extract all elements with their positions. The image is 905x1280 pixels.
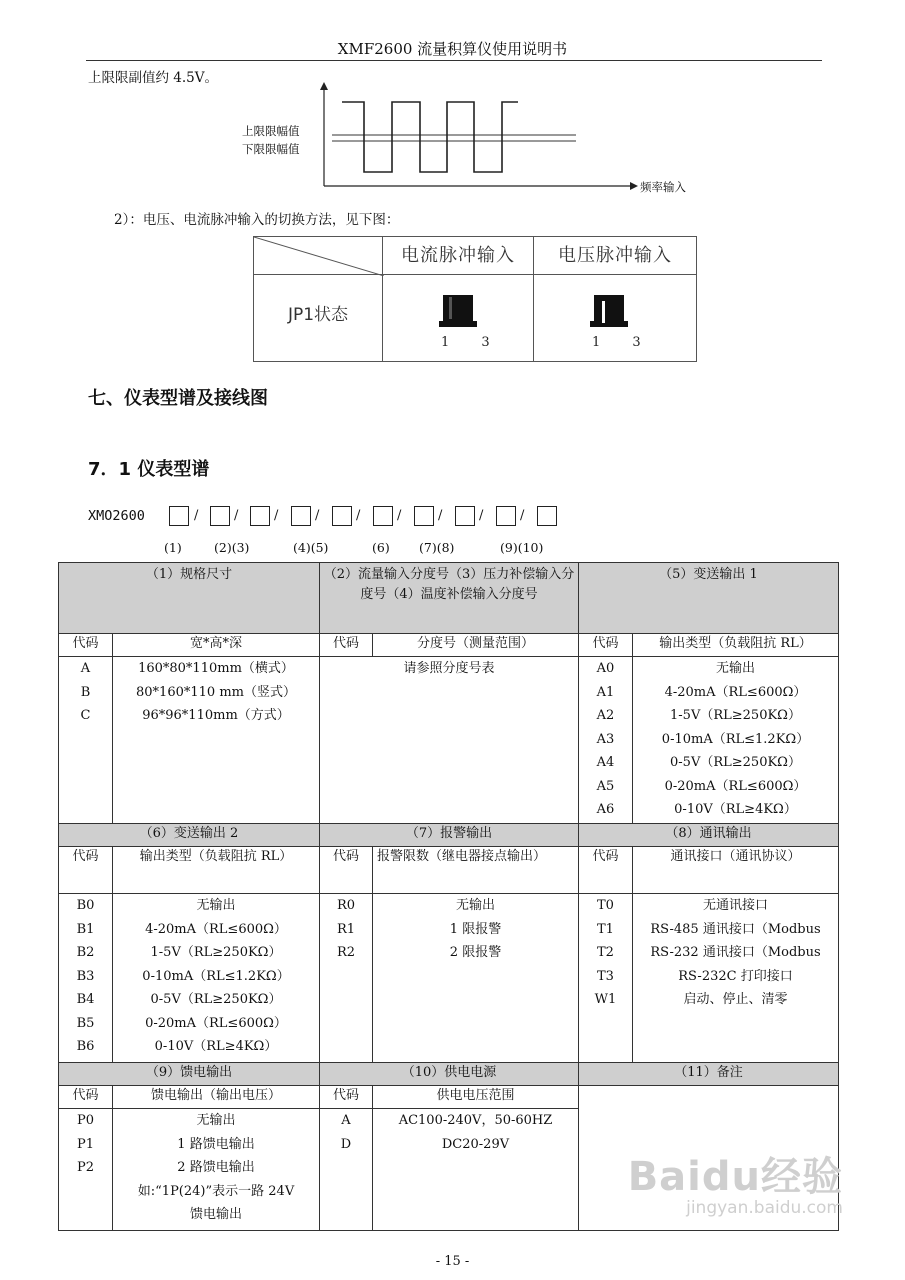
output2-code: B5 [76,1015,95,1031]
code-header: 代码 [319,846,373,894]
size-value: 160*80*110mm（横式） [138,661,294,676]
model-box-1 [169,506,189,526]
section-7-1-heading: 7．1 仪表型谱 [88,459,210,480]
output2-value: 0-5V（RL≥250KΩ） [150,992,282,1007]
size-code: C [80,708,91,723]
output1-code: A3 [596,731,615,747]
frequency-axis-label: 频率输入 [640,180,686,194]
comm-values-cell [632,893,839,1063]
current-pulse-header: 电流脉冲输入 [382,236,534,275]
size-code: B [80,684,91,700]
comm-code: W1 [594,992,617,1007]
voltage-pin-numbers: 1 3 [592,335,655,350]
code-header: 代码 [58,846,113,894]
model-separator: / [194,508,199,523]
code-header: 代码 [578,846,633,894]
output2-code: B6 [76,1039,95,1054]
feed-codes-cell [58,1108,113,1231]
code-header: 代码 [319,633,373,657]
output2-code: B2 [76,945,95,960]
spec-remark-title: （11）备注 [578,1062,839,1086]
intro-text: 上限限副值约 4.5V。 [88,70,219,86]
output1-col-header: 输出类型（负载阻抗 RL） [632,633,839,657]
comm-code: T3 [597,968,614,984]
output1-value: 0-10mA（RL≤1.2KΩ） [661,731,810,747]
page-number: - 15 - [435,1254,470,1269]
upper-limit-label: 上限限幅值 [242,124,300,138]
model-box-6 [373,506,393,526]
output1-value: 4-20mA（RL≤600Ω） [664,684,807,700]
model-box-2 [210,506,230,526]
output1-value: 0-20mA（RL≤600Ω） [664,778,807,794]
output1-value: 无输出 [715,661,755,676]
alarm-code: R2 [336,945,356,960]
voltage-pulse-header: 电压脉冲输入 [533,236,697,275]
range-col-header: 分度号（测量范围） [372,633,579,657]
output1-code: A2 [596,708,615,723]
model-num-7-8: (7)(8) [419,540,455,555]
output2-value: 0-10V（RL≥4KΩ） [154,1039,278,1054]
alarm-value: 无输出 [455,898,495,913]
spec-input-title: （2）流量输入分度号（3）压力补偿输入分度号（4）温度补偿输入分度号 [319,562,579,634]
output1-code: A1 [596,684,615,700]
feed-code: P2 [76,1160,95,1175]
size-value: 80*160*110 mm（竖式） [136,684,296,700]
power-code: D [340,1136,352,1152]
spec-transmit2-title: （6）变送输出 2 [58,823,320,847]
output2-value: 0-20mA（RL≤600Ω） [145,1015,287,1031]
output1-value: 0-5V（RL≥250KΩ） [670,755,801,770]
spec-feed-title: （9）馈电输出 [58,1062,320,1086]
spec-transmit1-title: （5）变送输出 1 [578,562,839,634]
feed-value: 2 路馈电输出 [177,1160,255,1175]
comm-col-header: 通讯接口（通讯协议） [632,846,839,894]
lower-limit-label: 下限限幅值 [242,142,300,156]
output2-code: B3 [76,968,95,984]
size-value: 96*96*110mm（方式） [142,708,290,723]
comm-value: RS-232C 打印接口 [678,968,793,984]
comm-value: RS-485 通讯接口（Modbus [650,921,821,937]
model-box-7 [414,506,434,526]
feed-col-header: 馈电输出（输出电压） [112,1085,320,1109]
size-code: A [80,661,91,676]
output1-values-cell [632,656,839,824]
comm-code: T2 [597,945,614,960]
baidu-watermark [628,1145,843,1218]
model-box-9 [496,506,516,526]
output2-codes-cell [58,893,113,1063]
alarm-col-header: 报警限数（继电器接点输出） [372,846,579,894]
range-note: 请参照分度号表 [403,661,495,676]
spec-size-title: （1）规格尺寸 [58,562,320,634]
header-divider [86,60,822,61]
model-prefix: XMO2600 [88,508,145,524]
output2-code: B0 [76,898,95,913]
switch-method-text: 2）：电压、电流脉冲输入的切换方法，见下图： [114,212,400,228]
power-value: AC100-240V，50-60HZ [398,1113,553,1128]
model-separator: / [520,508,525,523]
jp1-status-label: JP1状态 [253,274,383,362]
output2-value: 1-5V（RL≥250KΩ） [150,945,282,960]
model-num-2-3: (2)(3) [214,540,250,555]
feed-code: P1 [76,1136,95,1152]
code-header: 代码 [58,1085,113,1109]
code-header: 代码 [578,633,633,657]
feed-value: 馈电输出 [189,1207,242,1222]
model-box-4 [291,506,311,526]
watermark-brand: Baidu经验 [627,1154,843,1200]
comm-code: T0 [597,898,614,913]
power-value: DC20-29V [441,1136,510,1152]
output1-value: 0-10V（RL≥4KΩ） [674,802,797,817]
output2-code: B1 [76,921,95,937]
output1-code: A0 [596,661,615,676]
size-codes-cell [58,656,113,824]
comm-value: 无通讯接口 [702,898,768,913]
alarm-code: R0 [336,898,356,913]
spec-comm-title: （8）通讯输出 [578,823,839,847]
section-7-heading: 七、仪表型谱及接线图 [88,388,268,409]
comm-code: T1 [597,921,614,937]
feed-value: 无输出 [196,1113,236,1128]
code-header: 代码 [319,1085,373,1109]
power-code: A [341,1113,351,1128]
range-note-cell [319,656,579,824]
output1-codes-cell [578,656,633,824]
output1-code: A4 [596,755,615,770]
model-box-8 [455,506,475,526]
jumper-table-corner [253,236,383,275]
model-separator: / [438,508,443,523]
size-col-header: 宽*高*深 [112,633,320,657]
model-box-5 [332,506,352,526]
power-values-cell [372,1108,579,1231]
jumper-table [253,236,697,362]
model-num-4-5: (4)(5) [293,540,329,555]
output2-value: 4-20mA（RL≤600Ω） [145,921,287,937]
model-separator: / [234,508,239,523]
alarm-code: R1 [336,921,356,937]
alarm-value: 1 限报警 [449,921,502,937]
page-header-title: XMF2600 流量积算仪使用说明书 [337,40,568,58]
model-box-3 [250,506,270,526]
output2-value: 0-10mA（RL≤1.2KΩ） [142,968,290,984]
model-num-1: (1) [164,540,182,555]
pulse-waveform-diagram [236,78,696,198]
output2-value: 无输出 [196,898,236,913]
voltage-jumper-cell [533,274,697,362]
feed-values-cell [112,1108,320,1231]
output2-values-cell [112,893,320,1063]
model-num-9-10: (9)(10) [500,540,544,555]
code-header: 代码 [58,633,113,657]
model-num-6: (6) [372,540,390,555]
output2-col-header: 输出类型（负载阻抗 RL） [112,846,320,894]
model-separator: / [315,508,320,523]
output2-code: B4 [76,992,95,1007]
comm-value: 启动、停止、清零 [683,992,788,1007]
feed-code: P0 [76,1113,95,1128]
model-separator: / [356,508,361,523]
watermark-url: jingyan.baidu.com [686,1198,843,1218]
power-codes-cell [319,1108,373,1231]
size-values-cell [112,656,320,824]
output1-code: A6 [596,802,615,817]
feed-value: 1 路馈电输出 [177,1136,255,1152]
current-jumper-cell [382,274,534,362]
spec-power-title: （10）供电电源 [319,1062,579,1086]
feed-value: 如:“1P(24)”表示一路 24V [137,1183,295,1199]
spec-alarm-title: （7）报警输出 [319,823,579,847]
model-separator: / [479,508,484,523]
alarm-value: 2 限报警 [449,945,502,960]
comm-value: RS-232 通讯接口（Modbus [650,945,821,960]
current-pin-numbers: 1 3 [441,335,504,350]
jumper-block-voltage-icon [590,293,630,331]
power-col-header: 供电电压范围 [372,1085,579,1109]
model-separator: / [274,508,279,523]
model-box-10 [537,506,557,526]
model-separator: / [397,508,402,523]
alarm-values-cell [372,893,579,1063]
jumper-block-current-icon [439,293,479,331]
output1-code: A5 [596,778,615,794]
alarm-codes-cell [319,893,373,1063]
output1-value: 1-5V（RL≥250KΩ） [670,708,801,723]
comm-codes-cell [578,893,633,1063]
